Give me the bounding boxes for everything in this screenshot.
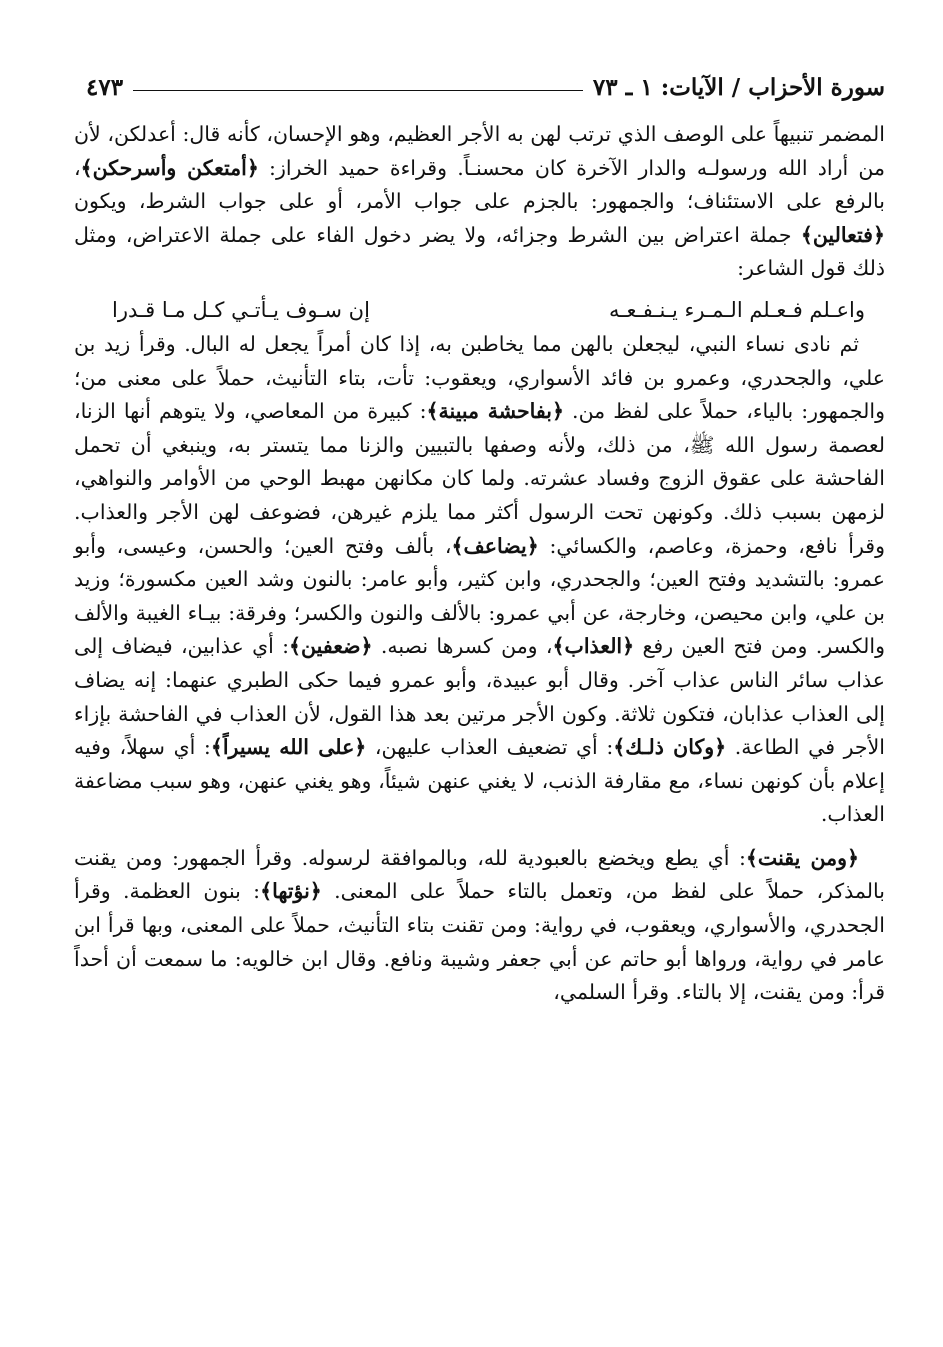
page-number: ٤٧٣ [86, 73, 124, 101]
text-run: : كبيرة من المعاصي، ولا يتوهم أنها الزنا، لعصمة رسول الله ﷺ، من ذلك، ولأنه وصفها بالتبيين والزنا مما يتستر به، وينبغي أن تحمل الفاحشة على عقوق الزوج وفساد عشرته. ولما كان مكانهن مهبط الوحي من الأوامر والنواهي، لزمهن بسبب ذلك. وكونهن تحت الرسول أكثر مما يلزم غيرهن، فضوعف لهن الأجر والعذاب. وقرأ نافع، وحمزة، وعاصم، والكسائي: [74, 399, 885, 558]
quran-quote: ﴿ضعفين﴾ [289, 634, 373, 659]
text-run: ، بألف وفتح العين؛ والحسن، وعيسى، وأبو عمرو: بالتشديد وفتح العين؛ والجحدري، وابن كثير، وأبو عامر: بالنون وشد العين مكسورة؛ وزيد بن علي، وابن محيصن، وخارجة، عن أبي عمرو: بالألف والنون والكسر؛ وفرقة: بيـاء الغيبة والألف والكسر. ومن فتح العين رفع [74, 533, 885, 659]
quran-quote: ﴿العذاب﴾ [552, 634, 635, 659]
poetry-verse [112, 292, 865, 328]
quran-quote: ﴿نؤتها﴾ [260, 879, 322, 904]
paragraph-gap [74, 832, 885, 842]
text-run: : أي تضعيف العذاب عليهن، [366, 735, 614, 760]
page-title: سورة الأحزاب / الآيات: ١ ـ ٧٣ [592, 73, 885, 101]
quran-quote: ﴿فتعالين﴾ [800, 222, 885, 247]
verse-first-hemistich: واعـلم فـعـلم الـمـرء يـنـفـعـه [609, 297, 865, 322]
text-run: جملة اعتراض بين الشرط وجزائه، ولا يضر دخول الفاء على جملة الاعتراض، ومثل ذلك قول الشاعر: [74, 222, 885, 281]
text-run: ، ومن كسرها نصبه. [372, 634, 553, 659]
page-header [86, 70, 885, 104]
verse-second-hemistich: إن سـوف يـأتـي كـل مـا قـدرا [112, 297, 370, 322]
quran-quote: ﴿وكان ذلـك﴾ [613, 735, 727, 760]
text-run: : أي سهلاً، وفيه إعلام بأن كونهن نساء، مع مقارفة الذنب، لا يغني عنهن شيئاً، وهو يغني عنهن، وهو سبب مضاعفة العذاب. [74, 735, 885, 827]
quran-quote: ﴿ومن يقنت﴾ [745, 845, 859, 870]
text-run: ثم نادى نساء النبي، ليجعلن بالهن مما يخاطبن به، إذا كان أمراً يجعل له البال. وقرأ زيد بن علي، والجحدري، وعمرو بن فائد الأسواري، ويعقوب: تأت، بتاء التأنيث، حملاً على معنى من؛ والجمهور: بالياء، حملاً على لفظ من. [74, 331, 885, 424]
quran-quote: ﴿على الله يسيراً﴾ [210, 735, 367, 760]
text-run: : أي عذابين، فيضاف إلى عذاب سائر الناس عذاب آخر. وقال أبو عبيدة، وأبو عمرو فيما حكى الطبري عنهما: إنه يضاف إلى العذاب عذابان، فتكون ثلاثة. وكون الأجر مرتين بعد هذا القول، لأن العذاب في الفاحشة بإزاء الأجر في الطاعة. [74, 634, 885, 760]
quran-quote: ﴿أمتعكن وأسرحكن﴾ [80, 155, 259, 180]
text-run: ، بالرفع على الاستئناف؛ والجمهور: بالجزم على جواب الأمر، أو على جواب الشرط، ويكون [74, 155, 885, 214]
paragraph-2 [74, 328, 885, 832]
paragraph-1 [74, 118, 885, 286]
text-run: المضمر تنبيهاً على الوصف الذي ترتب لهن به الأجر العظيم، وهو الإحسان، كأنه قال: أعدلكن، لأن من أراد الله ورسولـه والدار الآخرة كان محسنـاً. وقراءة حميد الخراز: [74, 122, 885, 180]
quran-quote: ﴿بفاحشة مبينة﴾ [426, 399, 564, 424]
header-rule [133, 90, 583, 91]
quran-quote: ﴿يضاعف﴾ [451, 533, 539, 558]
text-run: : أي يطع ويخضع بالعبودية لله، وبالموافقة لرسوله. وقرأ الجمهور: ومن يقنت بالمذكر، حملاً على لفظ من، وتعمل بالتاء حملاً على المعنى. [74, 845, 885, 904]
paragraph-3 [74, 842, 885, 1010]
page-body [74, 118, 885, 1010]
text-run: : بنون العظمة. وقرأ الجحدري، والأسواري، ويعقوب، في رواية: ومن تقنت بتاء التأنيث، حملاً على المعنى، وبها قرأ ابن عامر في رواية، ورواها أبو حاتم عن أبي جعفر وشيبة ونافع. وقال ابن خالويه: ما سمعت أن أحداً قرأ: ومن يقنت، إلا بالتاء. وقرأ السلمي، [74, 879, 885, 1005]
